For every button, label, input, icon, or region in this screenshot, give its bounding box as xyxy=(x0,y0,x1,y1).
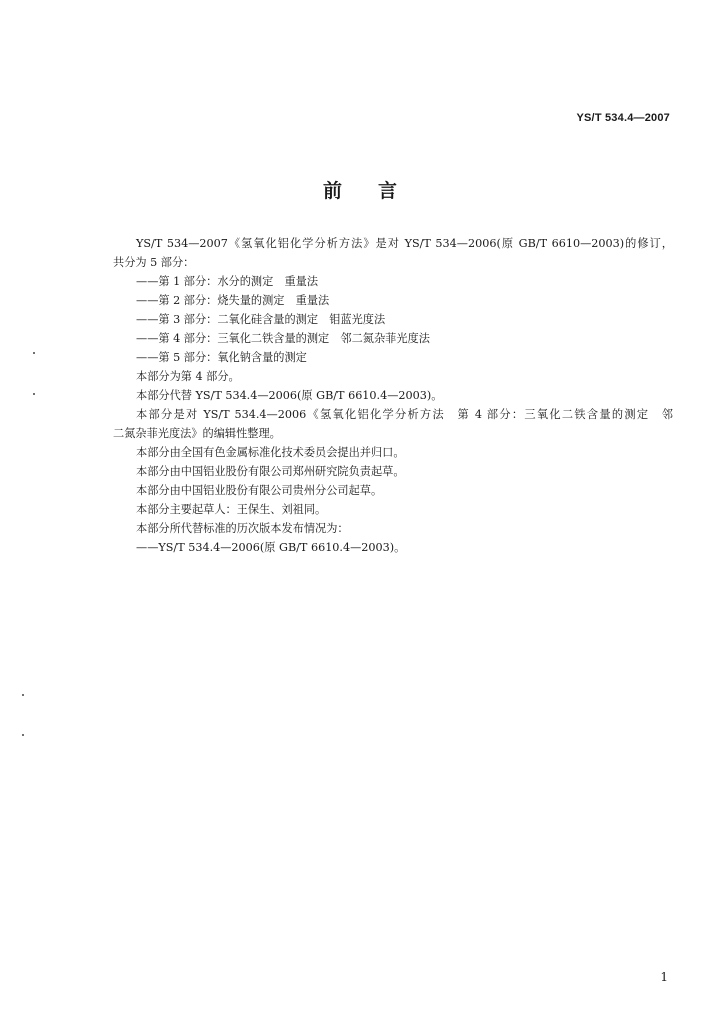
paragraph-line: 本部分由中国铝业股份有限公司郑州研究院负责起草。 xyxy=(136,465,405,478)
list-item: ——第 4 部分：三氧化二铁含量的测定 邻二氮杂菲光度法 xyxy=(136,332,430,345)
standard-code: YS/T 534.4—2007 xyxy=(576,112,670,124)
paragraph-line: 本部分为第 4 部分。 xyxy=(136,370,240,383)
scan-speck xyxy=(33,352,35,354)
scan-speck xyxy=(33,393,35,395)
paragraph-line: 本部分所代替标准的历次版本发布情况为： xyxy=(136,522,349,535)
list-item: ——第 3 部分：二氧化硅含量的测定 钼蓝光度法 xyxy=(136,313,386,326)
paragraph-line: 本部分主要起草人：王保生、刘祖同。 xyxy=(136,503,327,516)
paragraph-line: 本部分由中国铝业股份有限公司贵州分公司起草。 xyxy=(136,484,383,497)
scan-speck xyxy=(22,734,24,736)
page-title: 前言 xyxy=(322,180,433,202)
list-item: ——YS/T 534.4—2006(原 GB/T 6610.4—2003)。 xyxy=(136,541,406,554)
list-item: ——第 1 部分：水分的测定 重量法 xyxy=(136,275,319,288)
page-number: 1 xyxy=(660,970,668,984)
paragraph-line: 二氮杂菲光度法》的编辑性整理。 xyxy=(113,427,281,440)
list-item: ——第 5 部分：氧化钠含量的测定 xyxy=(136,351,307,364)
paragraph-line: 本部分由全国有色金属标准化技术委员会提出并归口。 xyxy=(136,446,405,459)
paragraph-line: 共分为 5 部分： xyxy=(113,256,195,269)
scan-speck xyxy=(22,694,24,696)
paragraph-line: YS/T 534—2007《氢氧化铝化学分析方法》是对 YS/T 534—2006(原 GB/T 6610—2003)的修订， xyxy=(136,237,673,250)
list-item: ——第 2 部分：烧失量的测定 重量法 xyxy=(136,294,330,307)
foreword-body xyxy=(113,234,673,557)
paragraph-line: 本部分是对 YS/T 534.4—2006《氢氧化铝化学分析方法 第 4 部分：三氧化二铁含量的测定 邻 xyxy=(136,408,673,421)
paragraph-line: 本部分代替 YS/T 534.4—2006(原 GB/T 6610.4—2003)。 xyxy=(136,389,443,402)
